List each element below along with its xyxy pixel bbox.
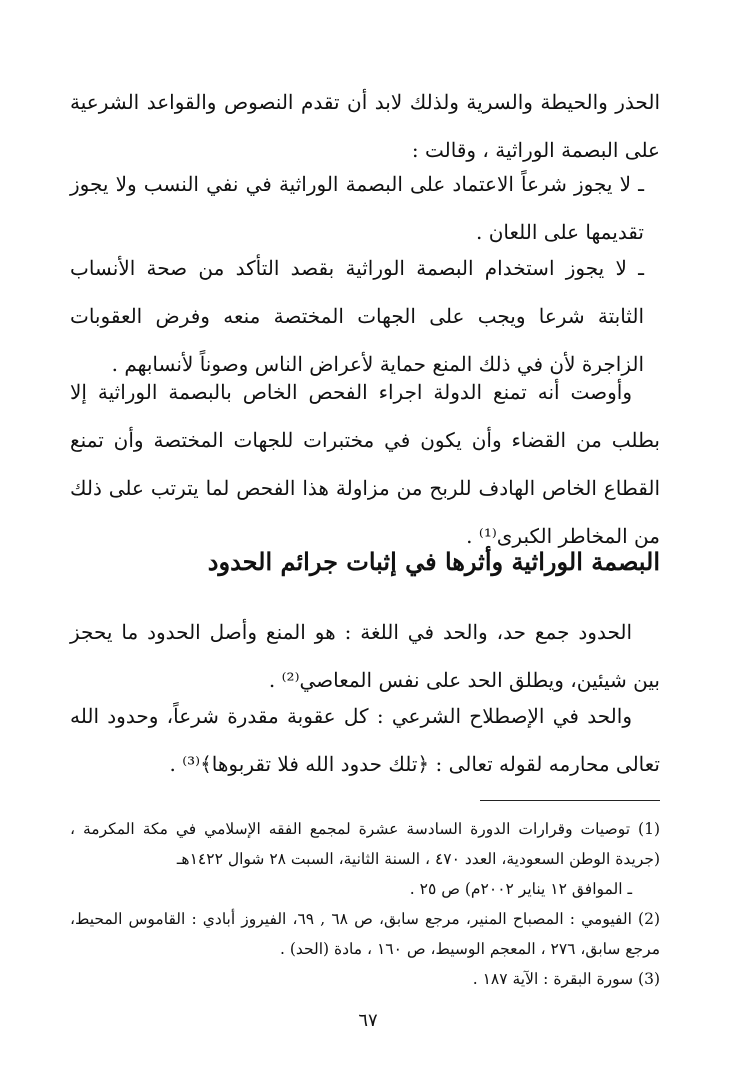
footnote-3: (3) سورة البقرة : الآية ١٨٧ . bbox=[472, 970, 660, 988]
section-heading: البصمة الوراثية وأثرها في إثبات جرائم الحدود bbox=[207, 547, 660, 576]
bullet-paragraph-1: ـ لا يجوز شرعاً الاعتماد على البصمة الوراثية في نفي النسب ولا يجوز تقديمها على اللعان . bbox=[70, 172, 644, 244]
footnote-1-continuation: ـ الموافق ١٢ يناير ٢٠٠٢م) ص ٢٥ . bbox=[409, 880, 632, 898]
footnote-2: (2) الفيومي : المصباح المنير، مرجع سابق، ص ٦٨ , ٦٩، الفيروز أبادي : القاموس المحيط، مرجع سابق، ٢٧٦ ، المعجم الوسيط، ص ١٦٠ ، مادة (الحد) . bbox=[70, 910, 661, 958]
footnote-1: (1) توصيات وقرارات الدورة السادسة عشرة لمجمع الفقه الإسلامي في مكة المكرمة ، (جريدة الوطن السعودية، العدد ٤٧٠ ، السنة الثانية، السبت ٢٨ شوال ١٤٢٢هـ bbox=[70, 820, 660, 868]
page-number: ٦٧ bbox=[358, 1010, 378, 1031]
paragraph-definition-sharia: والحد في الإصطلاح الشرعي : كل عقوبة مقدرة شرعاً، وحدود الله تعالى محارمه لقوله تعالى : ﴿تلك حدود الله فلا تقربوها﴾⁽³⁾ . bbox=[70, 704, 660, 776]
footnote-divider bbox=[480, 800, 660, 801]
paragraph-definition-language: الحدود جمع حد، والحد في اللغة : هو المنع وأصل الحدود ما يحجز بين شيئين، ويطلق الحد على نفس المعاصي⁽²⁾ . bbox=[70, 620, 660, 692]
paragraph-recommendations: وأوصت أنه تمنع الدولة اجراء الفحص الخاص بالبصمة الوراثية إلا بطلب من القضاء وأن يكون في مختبرات للجهات المختصة وأن تمنع القطاع الخاص الهادف للربح من مزاولة هذا الفحص لما يترتب على ذلك من المخاطر الكبرى⁽¹⁾ . bbox=[70, 380, 660, 548]
paragraph-intro: الحذر والحيطة والسرية ولذلك لابد أن تقدم النصوص والقواعد الشرعية على البصمة الوراثية ، وقالت : bbox=[70, 90, 660, 162]
bullet-paragraph-2: ـ لا يجوز استخدام البصمة الوراثية بقصد التأكد من صحة الأنساب الثابتة شرعا ويجب على الجهات المختصة منعه وفرض العقوبات الزاجرة لأن في ذلك المنع حماية لأعراض الناس وصوناً لأنسابهم . bbox=[70, 256, 644, 376]
